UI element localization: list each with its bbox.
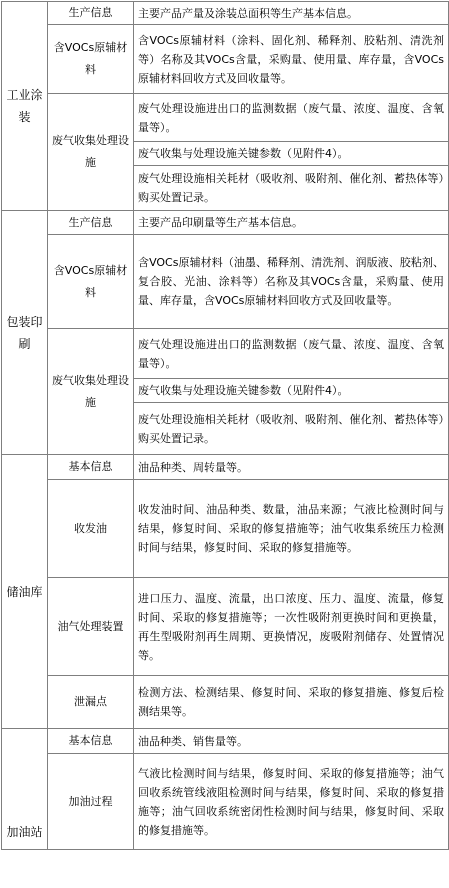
- content-cell: 废气处理设施进出口的监测数据（废气量、浓度、温度、含氧量等）。: [134, 94, 449, 142]
- content-cell: 气液比检测时间与结果，修复时间、采取的修复措施等；油气回收系统管线液阻检测时间与结果，修复时间、采取的修复措施等；油气回收系统密闭性检测时间与结果，修复时间、采取的修复措施等。: [134, 754, 449, 850]
- group-label: 含VOCs原辅材料: [53, 263, 128, 299]
- group-cell: [48, 676, 134, 729]
- group-label: 废气收集处理设施: [52, 373, 129, 409]
- section-cell: [2, 2, 48, 211]
- table-row: [2, 754, 449, 850]
- content-cell: 油品种类、销售量等。: [134, 729, 449, 754]
- content-cell: 收发油时间、油品种类、数量，油品来源；气液比检测时间与结果，修复时间、采取的修复措施等；油气收集系统压力检测时间与结果，修复时间、采取的修复措施等。: [134, 480, 449, 578]
- group-label: 收发油: [74, 521, 107, 535]
- table-row: [2, 455, 449, 480]
- requirements-table: [1, 1, 449, 850]
- group-cell: [48, 455, 134, 480]
- content-cell: 主要产品产量及涂装总面积等生产基本信息。: [134, 2, 449, 25]
- table-row: [2, 25, 449, 94]
- content-cell: 含VOCs原辅材料（油墨、稀释剂、清洗剂、润版液、胶粘剂、复合胶、光油、涂料等）名称及其VOCs含量，采购量、使用量、库存量，含VOCs原辅材料回收方式及回收量等。: [134, 235, 449, 329]
- group-cell: [48, 480, 134, 578]
- content-cell: 废气收集与处理设施关键参数（见附件4）。: [134, 142, 449, 166]
- content-cell: 油品种类、周转量等。: [134, 455, 449, 480]
- content-cell: 废气处理设施进出口的监测数据（废气量、浓度、温度、含氧量等）。: [134, 329, 449, 379]
- group-label: 废气收集处理设施: [52, 134, 129, 169]
- content-cell: 含VOCs原辅材料（涂料、固化剂、稀释剂、胶粘剂、清洗剂等）名称及其VOCs含量，采购量、使用量、库存量，含VOCs原辅材料回收方式及回收量等。: [134, 25, 449, 94]
- table-row: [2, 480, 449, 578]
- table-row: [2, 329, 449, 379]
- section-name: 加油站: [6, 825, 43, 839]
- table-row: [2, 211, 449, 235]
- section-name: 包装印刷: [6, 314, 43, 351]
- content-cell: 废气处理设施相关耗材（吸收剂、吸附剂、催化剂、蓄热体等）购买处置记录。: [134, 403, 449, 455]
- group-cell: [48, 25, 134, 94]
- group-label: 含VOCs原辅材料: [53, 41, 128, 76]
- group-cell: [48, 2, 134, 25]
- table-row: [2, 2, 449, 25]
- group-cell: [48, 754, 134, 850]
- table-row: [2, 94, 449, 142]
- content-cell: 废气收集与处理设施关键参数（见附件4）。: [134, 379, 449, 403]
- table-row: [2, 676, 449, 729]
- content-cell: 检测方法、检测结果、修复时间、采取的修复措施、修复后检测结果等。: [134, 676, 449, 729]
- table-row: [2, 578, 449, 676]
- group-cell: [48, 235, 134, 329]
- content-cell: 废气处理设施相关耗材（吸收剂、吸附剂、催化剂、蓄热体等）购买处置记录。: [134, 166, 449, 211]
- group-label: 生产信息: [68, 6, 113, 19]
- group-label: 泄漏点: [74, 695, 107, 708]
- group-cell: [48, 211, 134, 235]
- table-row: [2, 235, 449, 329]
- section-cell: [2, 455, 48, 729]
- content-cell: 主要产品印刷量等生产基本信息。: [134, 211, 449, 235]
- group-label: 油气处理装置: [57, 619, 124, 633]
- group-cell: [48, 729, 134, 754]
- section-name: 工业涂装: [6, 88, 43, 124]
- group-label: 加油过程: [68, 794, 113, 808]
- content-cell: 进口压力、温度、流量，出口浓度、压力、温度、流量，修复时间、采取的修复措施等；一次性吸附剂更换时间和更换量，再生型吸附剂再生周期、更换情况，废吸附剂储存、处置情况等。: [134, 578, 449, 676]
- group-label: 基本信息: [68, 460, 113, 473]
- group-cell: [48, 94, 134, 211]
- group-cell: [48, 578, 134, 676]
- section-cell: [2, 211, 48, 455]
- section-cell: [2, 729, 48, 850]
- group-cell: [48, 329, 134, 455]
- section-name: 储油库: [6, 584, 43, 599]
- group-label: 基本信息: [68, 734, 113, 747]
- table-row: [2, 729, 449, 754]
- group-label: 生产信息: [68, 215, 113, 229]
